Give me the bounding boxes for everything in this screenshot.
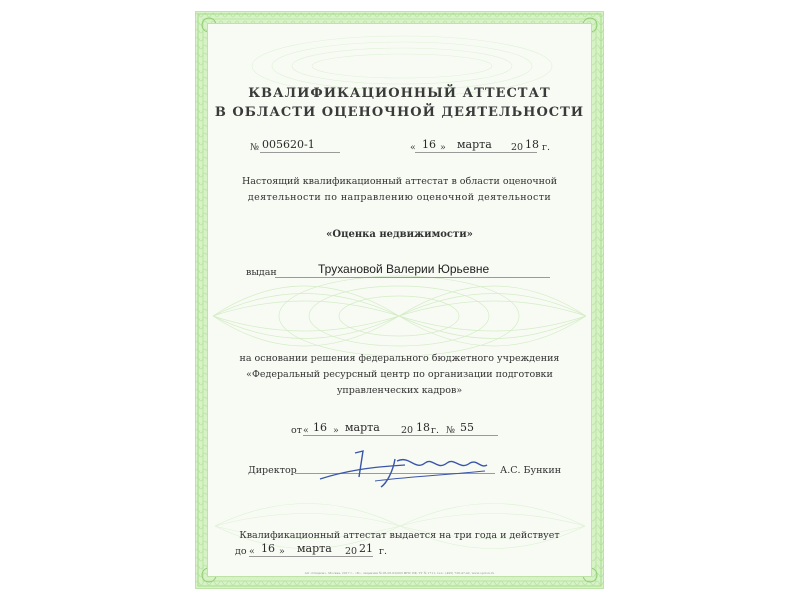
- validity-month: марта: [297, 542, 332, 555]
- issue-year-suffix: 18: [525, 138, 539, 151]
- number-label: №: [250, 142, 259, 153]
- certificate-number: 005620-1: [262, 138, 315, 151]
- guilloche-bottom-pattern: [215, 481, 585, 571]
- decision-number-label: №: [446, 425, 455, 436]
- validity-year-suffix: 21: [359, 542, 373, 555]
- certificate-title-line-2: В ОБЛАСТИ ОЦЕНОЧНОЙ ДЕЯТЕЛЬНОСТИ: [214, 105, 585, 120]
- validity-day: 16: [261, 542, 275, 555]
- holder-name-underline: [275, 277, 550, 278]
- issue-month: марта: [457, 138, 492, 151]
- validity-until-label: до: [235, 546, 247, 557]
- date-quote-close: »: [440, 142, 446, 153]
- decision-number: 55: [460, 421, 474, 434]
- director-name: А.С. Бункин: [500, 465, 562, 476]
- validity-year-unit: г.: [379, 546, 387, 557]
- director-signature-icon: [315, 441, 495, 491]
- validity-quote-open: «: [249, 546, 255, 557]
- basis-line-3: управленческих кадров»: [336, 385, 463, 396]
- certificate-title-line-1: КВАЛИФИКАЦИОННЫЙ АТТЕСТАТ: [248, 86, 551, 101]
- decision-year-suffix: 18: [416, 421, 430, 434]
- decision-underline: [303, 435, 498, 436]
- holder-name: Трухановой Валерии Юрьевне: [318, 262, 490, 276]
- date-quote-open: «: [410, 142, 416, 153]
- print-info: АО «Опцион», Москва, 2017 г., «Б», лицензия № 05-05-02/003 ФНС РФ, ТУ № 1711, тел.: (495) 726-47-42, www.opcion.ru: [304, 571, 495, 575]
- decision-quote-close: »: [333, 425, 339, 436]
- decision-from-label: от: [291, 425, 302, 436]
- validity-underline: [249, 556, 373, 557]
- intro-line-2: деятельности по направлению оценочной деятельности: [247, 192, 552, 203]
- decision-month: марта: [345, 421, 380, 434]
- decision-year-unit: г.: [431, 425, 439, 436]
- number-underline: [260, 152, 340, 153]
- decision-year-prefix: 20: [401, 425, 414, 436]
- issue-day: 16: [422, 138, 436, 151]
- validity-line: Квалификационный аттестат выдается на три года и действует: [239, 530, 560, 541]
- issue-year-prefix: 20: [511, 142, 524, 153]
- intro-line-1: Настоящий квалификационный аттестат в области оценочной: [241, 176, 558, 187]
- certificate-sheet: [195, 11, 604, 589]
- decision-quote-open: «: [303, 425, 309, 436]
- direction-title: «Оценка недвижимости»: [326, 229, 473, 240]
- date-underline: [415, 152, 537, 153]
- issue-year-unit: г.: [542, 142, 550, 153]
- issued-label: выдан: [246, 267, 277, 278]
- validity-quote-close: »: [279, 546, 285, 557]
- basis-line-2: «Федеральный ресурсный центр по организации подготовки: [246, 369, 553, 380]
- basis-line-1: на основании решения федерального бюджетного учреждения: [239, 353, 560, 364]
- decision-day: 16: [313, 421, 327, 434]
- validity-year-prefix: 20: [345, 546, 358, 557]
- director-label: Директор: [248, 465, 297, 476]
